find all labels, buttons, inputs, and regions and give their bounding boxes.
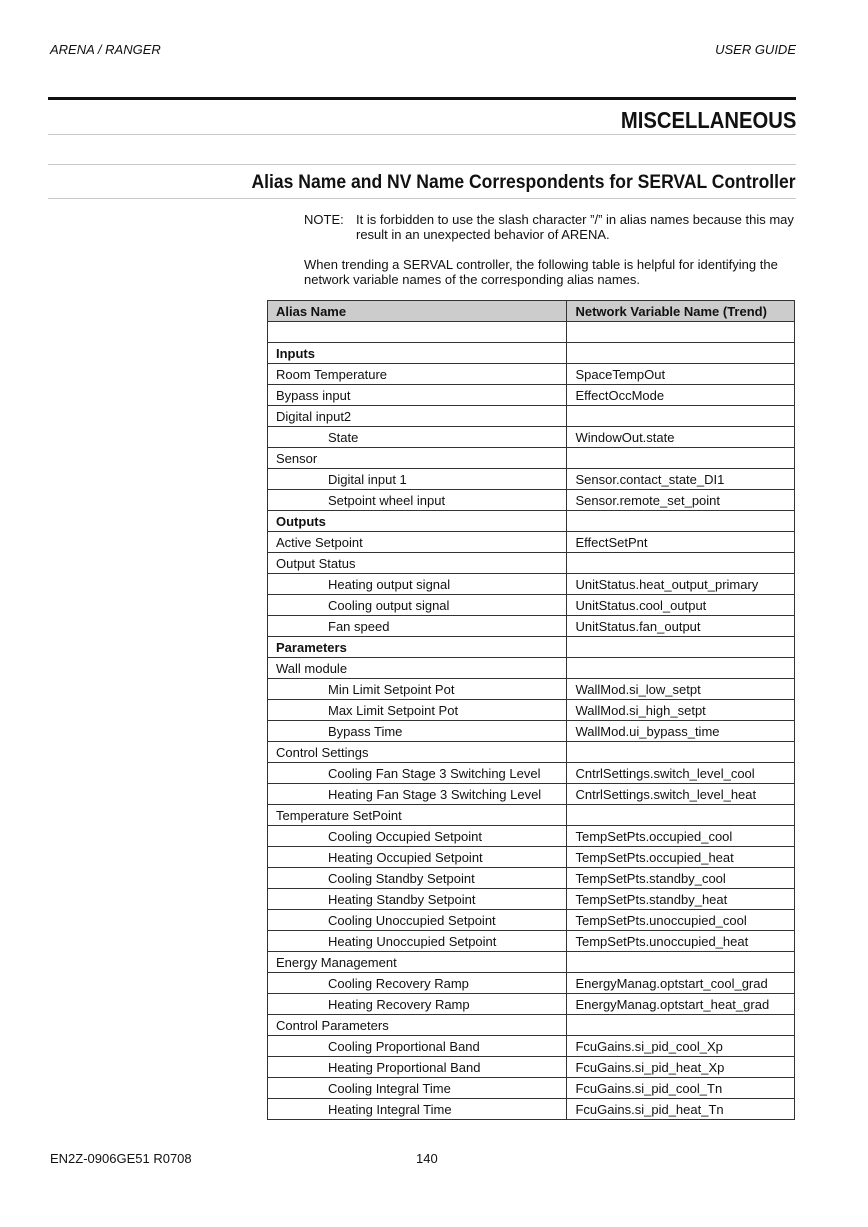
nv-name-cell: [567, 553, 795, 574]
nv-name-cell: [567, 406, 795, 427]
alias-name-cell: Heating Recovery Ramp: [268, 994, 567, 1015]
table-row: [268, 343, 795, 364]
nv-name-cell: [567, 952, 795, 973]
nv-name-cell: WallMod.si_high_setpt: [567, 700, 795, 721]
nv-name-cell: TempSetPts.occupied_cool: [567, 826, 795, 847]
nv-name-cell: [567, 511, 795, 532]
section-title: MISCELLANEOUS: [620, 107, 796, 133]
table-row: [268, 553, 795, 574]
table-row: [268, 742, 795, 763]
alias-name-cell: Heating Unoccupied Setpoint: [268, 931, 567, 952]
table-row: [268, 574, 795, 595]
nv-name-cell: [567, 322, 795, 343]
table-row: [268, 679, 795, 700]
alias-name-cell: Bypass input: [268, 385, 567, 406]
header-doc-type: USER GUIDE: [715, 42, 796, 57]
alias-name-cell: Cooling Recovery Ramp: [268, 973, 567, 994]
nv-name-cell: FcuGains.si_pid_heat_Tn: [567, 1099, 795, 1120]
alias-nv-table: [267, 300, 795, 1120]
nv-name-cell: UnitStatus.heat_output_primary: [567, 574, 795, 595]
alias-name-cell: Cooling Fan Stage 3 Switching Level: [268, 763, 567, 784]
alias-name-cell: Parameters: [268, 637, 567, 658]
table-row: [268, 469, 795, 490]
nv-name-cell: CntrlSettings.switch_level_cool: [567, 763, 795, 784]
alias-name-cell: Room Temperature: [268, 364, 567, 385]
alias-name-cell: Outputs: [268, 511, 567, 532]
nv-name-cell: FcuGains.si_pid_heat_Xp: [567, 1057, 795, 1078]
alias-name-cell: Heating output signal: [268, 574, 567, 595]
alias-name-cell: Cooling Standby Setpoint: [268, 868, 567, 889]
table-row: [268, 637, 795, 658]
nv-name-cell: [567, 742, 795, 763]
table-row: [268, 868, 795, 889]
nv-name-cell: [567, 343, 795, 364]
table-row: [268, 385, 795, 406]
table-row: [268, 826, 795, 847]
alias-name-cell: Max Limit Setpoint Pot: [268, 700, 567, 721]
alias-name-cell: Bypass Time: [268, 721, 567, 742]
alias-name-cell: Setpoint wheel input: [268, 490, 567, 511]
table-row: [268, 994, 795, 1015]
table-row: [268, 889, 795, 910]
nv-name-cell: EnergyManag.optstart_heat_grad: [567, 994, 795, 1015]
subtitle-rule-bottom: [48, 198, 796, 199]
alias-name-cell: Control Parameters: [268, 1015, 567, 1036]
table-row: [268, 490, 795, 511]
nv-name-cell: FcuGains.si_pid_cool_Xp: [567, 1036, 795, 1057]
table-row: [268, 952, 795, 973]
table-row: [268, 406, 795, 427]
alias-name-cell: Temperature SetPoint: [268, 805, 567, 826]
nv-name-cell: [567, 637, 795, 658]
table-row: [268, 1078, 795, 1099]
nv-name-cell: [567, 448, 795, 469]
alias-name-cell: Heating Proportional Band: [268, 1057, 567, 1078]
alias-name-cell: Wall module: [268, 658, 567, 679]
table-row: [268, 595, 795, 616]
nv-name-cell: [567, 658, 795, 679]
alias-name-cell: Min Limit Setpoint Pot: [268, 679, 567, 700]
alias-name-cell: Heating Standby Setpoint: [268, 889, 567, 910]
nv-name-cell: EnergyManag.optstart_cool_grad: [567, 973, 795, 994]
nv-name-cell: WindowOut.state: [567, 427, 795, 448]
nv-name-cell: FcuGains.si_pid_cool_Tn: [567, 1078, 795, 1099]
header-product: ARENA / RANGER: [50, 42, 161, 57]
table-row: [268, 616, 795, 637]
table-row: [268, 322, 795, 343]
alias-name-cell: Heating Occupied Setpoint: [268, 847, 567, 868]
table-row: [268, 805, 795, 826]
nv-name-cell: TempSetPts.unoccupied_heat: [567, 931, 795, 952]
intro-paragraph: When trending a SERVAL controller, the following table is helpful for identifying the network variable names of the corresponding alias names.: [304, 257, 778, 287]
note-text: It is forbidden to use the slash character ”/” in alias names because this may result in an unexpected behavior of ARENA.: [356, 212, 794, 242]
alias-name-cell: Heating Integral Time: [268, 1099, 567, 1120]
table-row: [268, 511, 795, 532]
note-block: [304, 212, 794, 242]
table-row: [268, 931, 795, 952]
table-row: [268, 364, 795, 385]
nv-name-cell: SpaceTempOut: [567, 364, 795, 385]
page-number: 140: [416, 1151, 438, 1166]
alias-name-cell: Digital input 1: [268, 469, 567, 490]
alias-name-cell: Cooling Unoccupied Setpoint: [268, 910, 567, 931]
subsection-title: Alias Name and NV Name Correspondents for SERVAL Controller: [251, 171, 796, 193]
subtitle-rule-top: [48, 164, 796, 165]
table-row: [268, 763, 795, 784]
nv-name-cell: [567, 1015, 795, 1036]
alias-name-cell: Heating Fan Stage 3 Switching Level: [268, 784, 567, 805]
nv-name-cell: WallMod.si_low_setpt: [567, 679, 795, 700]
nv-name-cell: EffectOccMode: [567, 385, 795, 406]
table-body: [268, 322, 795, 1120]
column-header-nv: Network Variable Name (Trend): [567, 301, 795, 322]
table-row: [268, 1099, 795, 1120]
alias-name-cell: Active Setpoint: [268, 532, 567, 553]
nv-name-cell: Sensor.remote_set_point: [567, 490, 795, 511]
table-row: [268, 784, 795, 805]
nv-name-cell: [567, 805, 795, 826]
alias-name-cell: Fan speed: [268, 616, 567, 637]
alias-name-cell: Cooling Occupied Setpoint: [268, 826, 567, 847]
header-rule: [48, 97, 796, 100]
nv-name-cell: EffectSetPnt: [567, 532, 795, 553]
table-row: [268, 658, 795, 679]
table-row: [268, 700, 795, 721]
table-row: [268, 427, 795, 448]
alias-name-cell: State: [268, 427, 567, 448]
alias-name-cell: Energy Management: [268, 952, 567, 973]
nv-name-cell: CntrlSettings.switch_level_heat: [567, 784, 795, 805]
nv-name-cell: TempSetPts.standby_heat: [567, 889, 795, 910]
table-row: [268, 910, 795, 931]
alias-name-cell: Sensor: [268, 448, 567, 469]
alias-name-cell: Inputs: [268, 343, 567, 364]
table-row: [268, 448, 795, 469]
table-row: [268, 721, 795, 742]
alias-name-cell: Cooling output signal: [268, 595, 567, 616]
table-row: [268, 1057, 795, 1078]
table-row: [268, 973, 795, 994]
table-row: [268, 1015, 795, 1036]
table-header-row: [268, 301, 795, 322]
table-row: [268, 532, 795, 553]
nv-name-cell: TempSetPts.standby_cool: [567, 868, 795, 889]
alias-name-cell: Output Status: [268, 553, 567, 574]
note-label: NOTE:: [304, 212, 344, 227]
column-header-alias: Alias Name: [268, 301, 567, 322]
alias-name-cell: [268, 322, 567, 343]
section-rule: [48, 134, 796, 135]
table-row: [268, 847, 795, 868]
nv-name-cell: Sensor.contact_state_DI1: [567, 469, 795, 490]
table-row: [268, 1036, 795, 1057]
nv-name-cell: TempSetPts.unoccupied_cool: [567, 910, 795, 931]
alias-name-cell: Control Settings: [268, 742, 567, 763]
alias-name-cell: Cooling Proportional Band: [268, 1036, 567, 1057]
alias-name-cell: Digital input2: [268, 406, 567, 427]
footer-doc-id: EN2Z-0906GE51 R0708: [50, 1151, 192, 1166]
nv-name-cell: UnitStatus.cool_output: [567, 595, 795, 616]
nv-name-cell: UnitStatus.fan_output: [567, 616, 795, 637]
alias-name-cell: Cooling Integral Time: [268, 1078, 567, 1099]
nv-name-cell: WallMod.ui_bypass_time: [567, 721, 795, 742]
nv-name-cell: TempSetPts.occupied_heat: [567, 847, 795, 868]
